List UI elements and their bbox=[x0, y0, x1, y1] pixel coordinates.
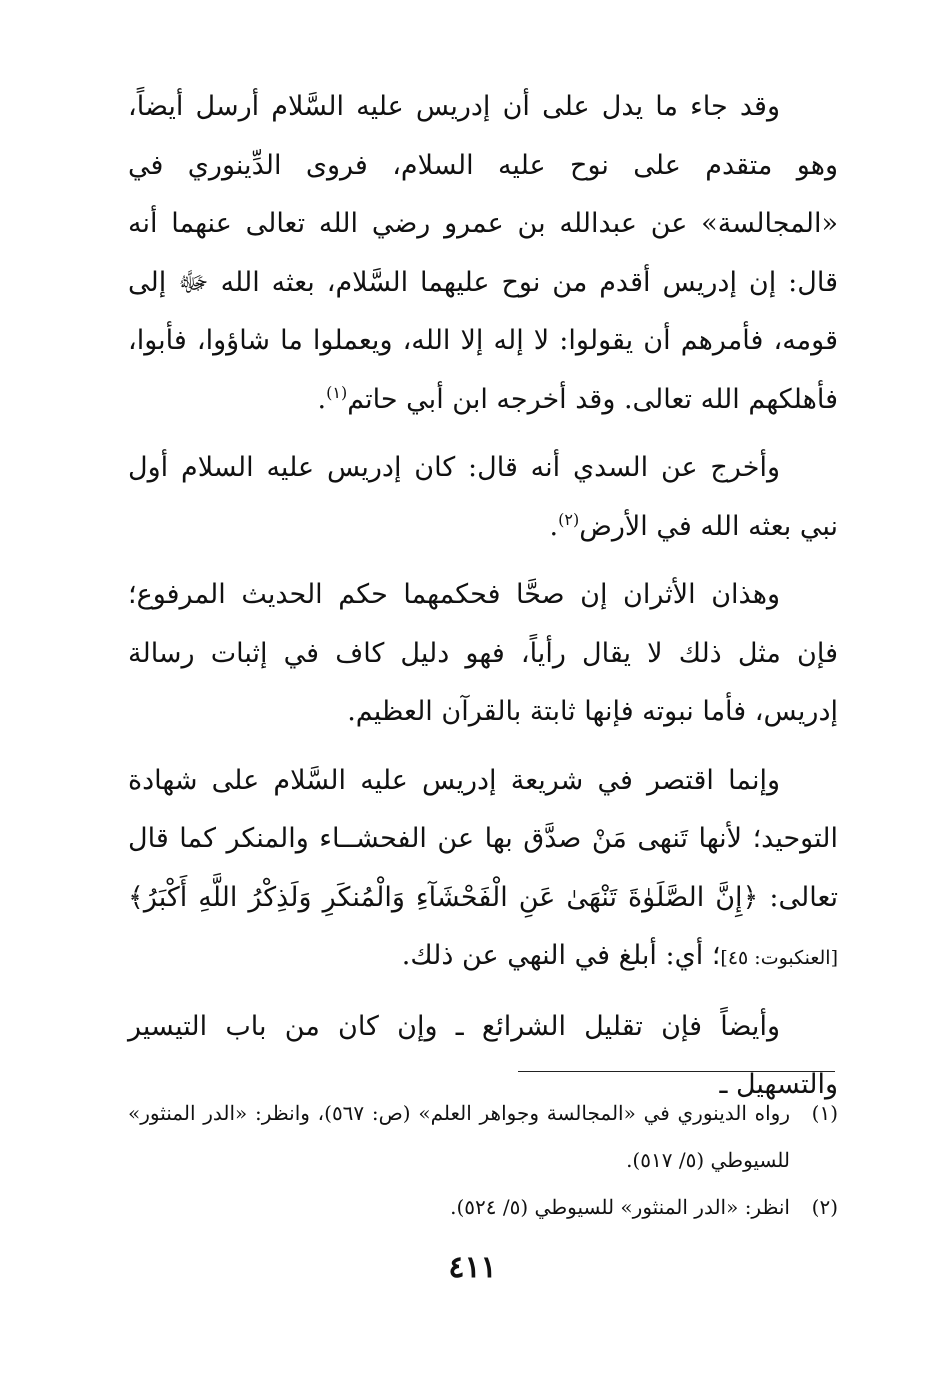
footnote-text: انظر: «الدر المنثور» للسيوطي (٥/ ٥٢٤). bbox=[450, 1195, 790, 1219]
footnote-1 bbox=[128, 1090, 838, 1184]
paragraph-laws-reduction: وأيضاً فإن تقليل الشرائع ـ وإن كان من باب التيسير والتسهيل ـ bbox=[128, 1010, 838, 1100]
paragraph-athar-ruling: وهذان الأثران إن صحَّا فحكمهما حكم الحديث المرفوع؛ فإن مثل ذلك لا يقال رأياً، فهو دليل كاف في إثبات رسالة إدريس، فأما نبوته فإنها ثابتة بالقرآن العظيم. bbox=[128, 579, 838, 727]
paragraph-text: وأخرج عن السدي أنه قال: كان إدريس عليه السلام أول نبي بعثه الله في الأرض bbox=[128, 452, 838, 542]
quran-verse: ﴿إِنَّ الصَّلَوٰةَ تَنْهَىٰ عَنِ الْفَحْشَآءِ وَالْمُنكَرِ وَلَذِكْرُ اللَّهِ أَكْبَرُ﴾ bbox=[128, 881, 759, 913]
paragraph-text: وقد جاء ما يدل على أن إدريس عليه السَّلام أرسل أيضاً، وهو متقدم على نوح عليه السلام، فروى الدِّينوري في «المجالسة» عن عبدالله بن عمرو رضي الله تعالى عنهما أنه قال: إن إدريس أقدم من نوح عليهما السَّلام، بعثه الله ﷻ إلى قومه، فأمرهم أن يقولوا: لا إله إلا الله، ويعملوا ما شاؤوا، فأبوا، فأهلكهم الله تعالى. وقد أخرجه ابن أبي حاتم bbox=[128, 91, 838, 415]
footnotes bbox=[128, 1090, 838, 1231]
surah-reference: [العنكبوت: ٤٥] bbox=[720, 947, 838, 969]
paragraph-text-after: ؛ أي: أبلغ في النهي عن ذلك. bbox=[401, 940, 721, 971]
paragraph-tawhid bbox=[128, 752, 838, 988]
paragraph-text: وإنما اقتصر في شريعة إدريس عليه السَّلام على شهادة التوحيد؛ لأنها تَنهى مَنْ صدَّق بها عن الفحشــاء والمنكر كما قال تعالى: bbox=[128, 764, 838, 913]
footnote-number: (١) bbox=[811, 1101, 838, 1125]
footnote-reference-1[interactable]: (١) bbox=[326, 382, 348, 402]
sentence-end: . bbox=[549, 510, 559, 542]
sentence-end: . bbox=[317, 383, 327, 415]
main-text bbox=[128, 78, 838, 1125]
footnote-text: رواه الدينوري في «المجالسة وجواهر العلم» (ص: ٥٦٧)، وانظر: «الدر المنثور» للسيوطي (٥/ ٥١٧). bbox=[128, 1101, 790, 1172]
paragraph-suddi-report bbox=[128, 439, 838, 556]
footnote-2 bbox=[128, 1184, 838, 1231]
footnote-separator bbox=[518, 1071, 835, 1072]
page-number: ٤١١ bbox=[448, 1250, 497, 1285]
footnote-number: (٢) bbox=[811, 1195, 838, 1219]
footnote-reference-2[interactable]: (٢) bbox=[558, 509, 580, 529]
paragraph-idris-message bbox=[128, 78, 838, 429]
